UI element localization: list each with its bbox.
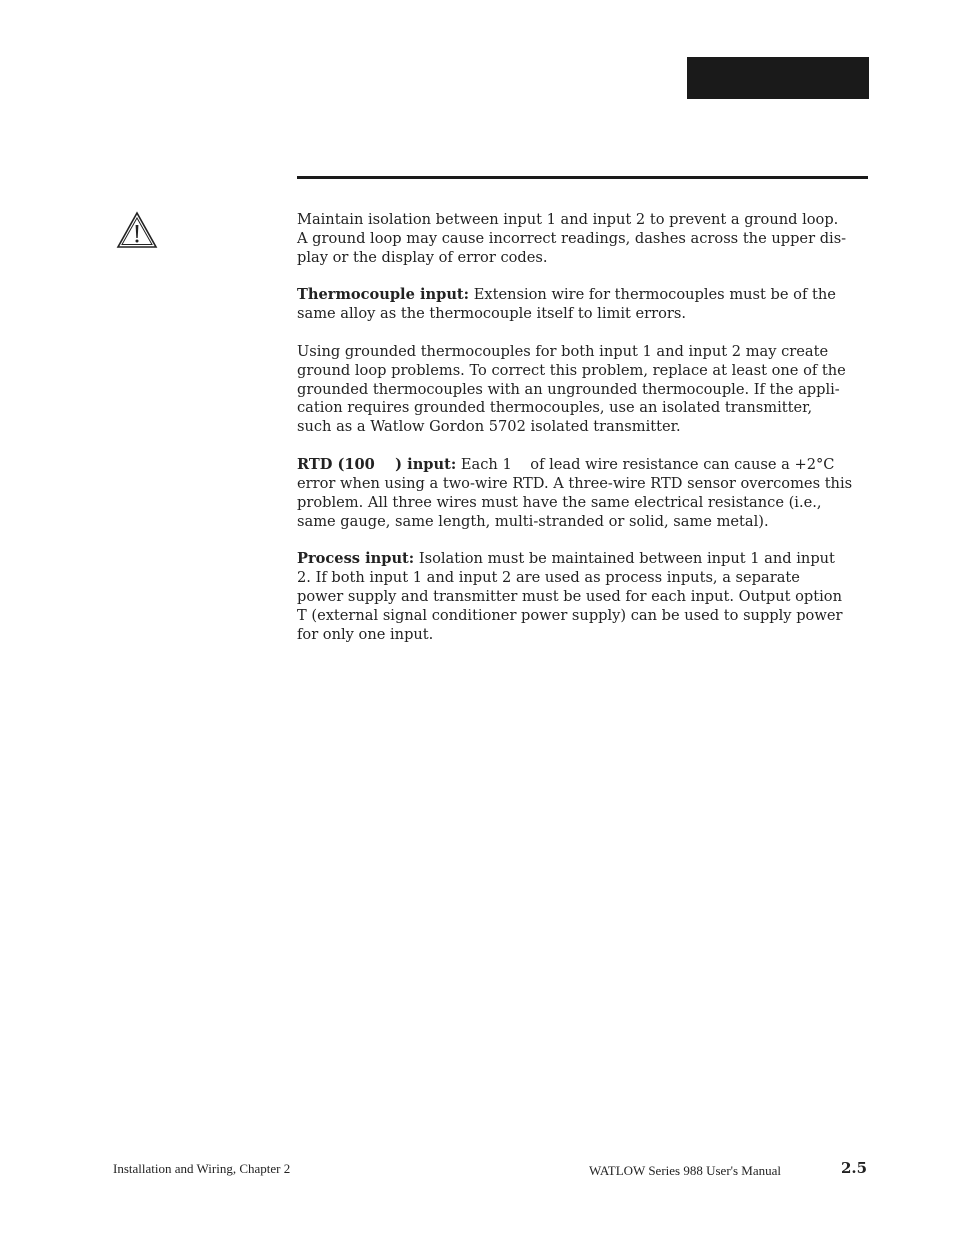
text-line: Extension wire for thermocouples must be of the: [469, 286, 836, 304]
process-input-heading: Process input:: [297, 550, 415, 568]
paragraph-thermocouple-input: [297, 286, 869, 324]
paragraph-rtd-input: [297, 456, 869, 532]
text-line: such as a Watlow Gordon 5702 isolated transmitter.: [297, 418, 681, 436]
text-line: Each 1 of lead wire resistance can cause a +2°C: [456, 455, 835, 473]
text-line: grounded thermocouples with an ungrounded thermocouple. If the appli-: [297, 380, 840, 398]
text-line: problem. All three wires must have the same electrical resistance (i.e.,: [297, 493, 822, 511]
text-line: ground loop problems. To correct this problem, replace at least one of the: [297, 361, 846, 379]
text-line: same alloy as the thermocouple itself to limit errors.: [297, 305, 687, 323]
text-line: error when using a two-wire RTD. A three-wire RTD sensor overcomes this: [297, 474, 853, 492]
text-line: 2. If both input 1 and input 2 are used as process inputs, a separate: [297, 568, 800, 586]
header-rule: [297, 176, 868, 179]
page-number: 2.5: [841, 1159, 868, 1177]
text-line: A ground loop may cause incorrect readings, dashes across the upper dis-: [297, 229, 847, 247]
chapter-tab-block: [687, 57, 869, 99]
text-line: Using grounded thermocouples for both input 1 and input 2 may create: [297, 342, 829, 360]
text-line: cation requires grounded thermocouples, use an isolated transmitter,: [297, 399, 813, 417]
warning-triangle-icon: [116, 211, 158, 249]
rtd-input-heading: RTD (100 ) input:: [297, 455, 457, 473]
text-line: T (external signal conditioner power supply) can be used to supply power: [297, 606, 843, 624]
thermocouple-input-heading: Thermocouple input:: [297, 286, 470, 304]
text-line: Isolation must be maintained between input 1 and input: [414, 550, 835, 568]
paragraph-grounded-thermocouples: [297, 343, 869, 438]
body-text: [297, 211, 869, 663]
text-line: play or the display of error codes.: [297, 248, 548, 266]
paragraph-process-input: [297, 550, 869, 645]
paragraph-ground-loop: [297, 211, 869, 268]
footer-chapter-label: Installation and Wiring, Chapter 2: [113, 1161, 291, 1176]
text-line: Maintain isolation between input 1 and input 2 to prevent a ground loop.: [297, 211, 839, 228]
text-line: same gauge, same length, multi-stranded or solid, same metal).: [297, 512, 769, 530]
footer-manual-title: WATLOW Series 988 User's Manual: [589, 1163, 782, 1178]
text-line: for only one input.: [297, 625, 434, 643]
text-line: power supply and transmitter must be used for each input. Output option: [297, 587, 842, 605]
